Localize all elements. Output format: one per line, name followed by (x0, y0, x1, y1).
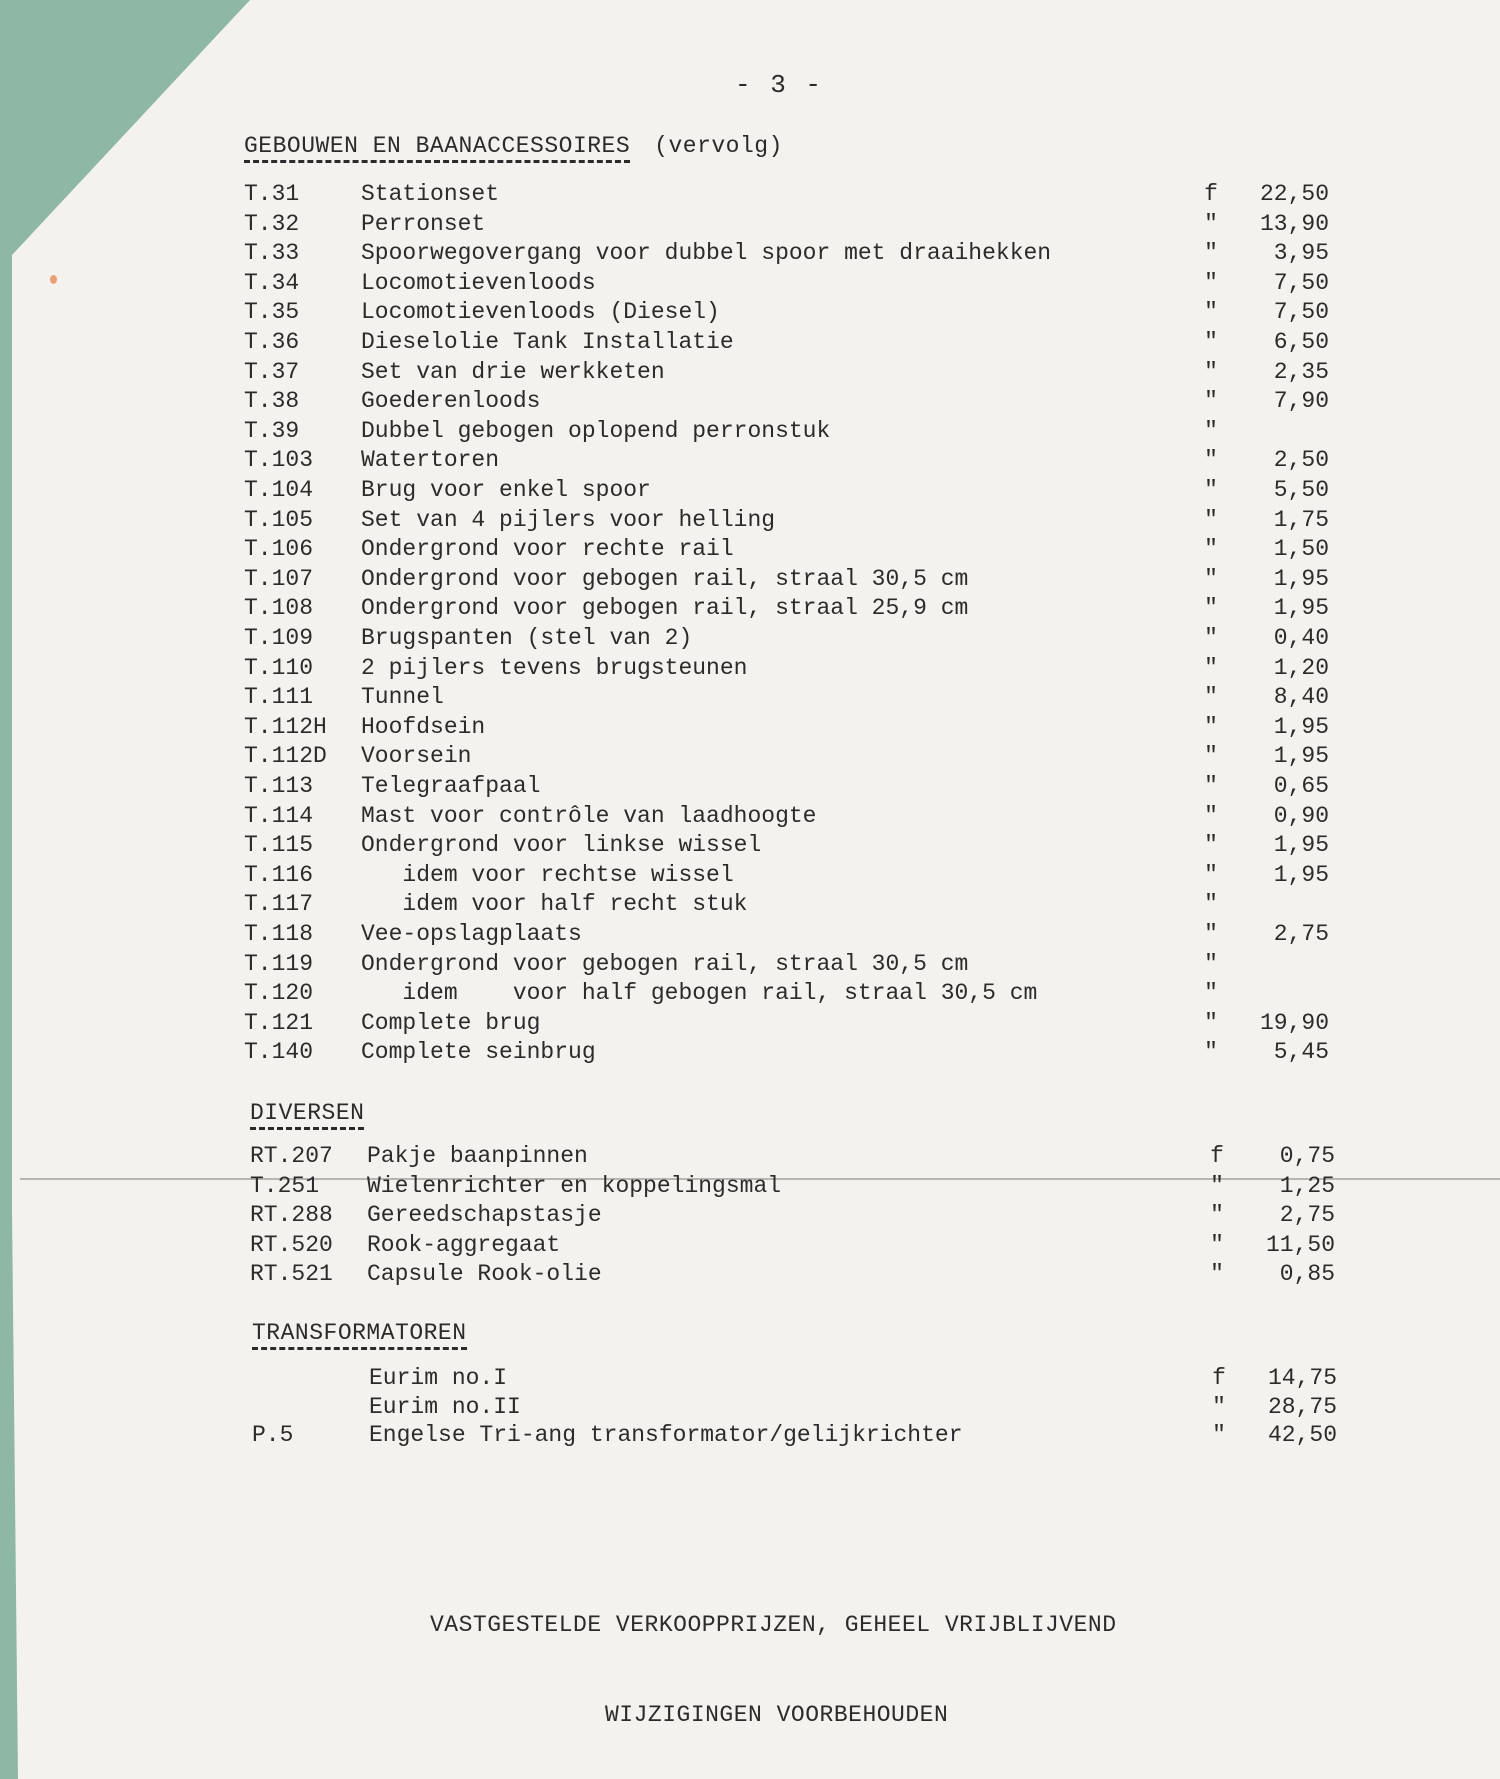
item-description: Ondergrond voor rechte rail (361, 536, 734, 563)
item-description: Hoofdsein (361, 713, 486, 740)
footer-line-changes: WIJZIGINGEN VOORBEHOUDEN (605, 1702, 949, 1728)
item-description: Wielenrichter en koppelingsmal (367, 1172, 782, 1199)
item-code: T.117 (244, 891, 314, 918)
currency-mark: " (1204, 565, 1218, 592)
item-price: 0,65 (1273, 773, 1329, 799)
item-description: Goederenloods (361, 388, 541, 415)
item-price: 0,85 (1279, 1261, 1335, 1288)
section-heading-buildings (244, 133, 783, 159)
item-code: T.38 (244, 388, 300, 415)
currency-mark: " (1204, 980, 1218, 1007)
item-description: Watertoren (361, 447, 500, 474)
item-price: 1,20 (1273, 654, 1329, 681)
footer-line-prices: VASTGESTELDE VERKOOPPRIJZEN, GEHEEL VRIJBLIJVEND (430, 1612, 1117, 1638)
item-description: Vee-opslagplaats (361, 921, 582, 947)
item-description: 2 pijlers tevens brugsteunen (361, 654, 748, 681)
item-price: 1,95 (1273, 713, 1329, 740)
item-code: T.105 (244, 506, 314, 533)
item-description: Perronset (361, 210, 486, 237)
item-price: 11,50 (1265, 1231, 1335, 1258)
currency-mark: f (1212, 1365, 1226, 1391)
item-price: 0,40 (1273, 625, 1329, 651)
currency-mark: " (1210, 1172, 1224, 1199)
section-title: GEBOUWEN EN BAANACCESSOIRES (244, 133, 630, 163)
section-title: TRANSFORMATOREN (252, 1320, 467, 1350)
item-code: T.112D (244, 743, 327, 770)
item-price: 2,35 (1273, 358, 1329, 385)
currency-mark: " (1210, 1261, 1224, 1288)
item-description: Tunnel (361, 684, 444, 711)
section-heading-transformers (252, 1320, 467, 1346)
currency-mark: " (1204, 417, 1218, 444)
item-description: idem voor half gebogen rail, straal 30,5 cm (361, 980, 1038, 1007)
item-description: Complete brug (361, 1009, 541, 1036)
item-description: Pakje baanpinnen (367, 1143, 588, 1169)
item-code: RT.288 (250, 1202, 333, 1229)
item-description: Rook-aggregaat (367, 1231, 561, 1258)
item-code: T.121 (244, 1009, 314, 1036)
item-code: T.104 (244, 477, 314, 503)
currency-mark: " (1210, 1202, 1224, 1229)
item-description: Brugspanten (stel van 2) (361, 625, 693, 651)
item-code: T.112H (244, 713, 327, 740)
currency-mark: " (1204, 713, 1218, 740)
currency-mark: " (1204, 388, 1218, 415)
item-code: T.107 (244, 565, 314, 592)
item-description: Eurim no.II (369, 1393, 521, 1420)
item-code: T.39 (244, 417, 300, 444)
currency-mark: " (1204, 358, 1218, 385)
item-price: 0,90 (1273, 802, 1329, 829)
currency-mark: " (1204, 447, 1218, 474)
item-description: Telegraafpaal (361, 773, 541, 799)
item-description: Dieselolie Tank Installatie (361, 329, 734, 355)
item-code: P.5 (252, 1422, 294, 1448)
ink-spot (50, 275, 57, 284)
item-description: Eurim no.I (369, 1365, 508, 1391)
currency-mark: " (1204, 773, 1218, 799)
currency-mark: " (1204, 891, 1218, 918)
currency-mark: " (1212, 1393, 1226, 1420)
item-code: T.114 (244, 802, 314, 829)
item-description: idem voor rechtse wissel (361, 861, 734, 888)
currency-mark: " (1204, 506, 1218, 533)
item-price: 42,50 (1267, 1422, 1337, 1448)
item-price: 1,95 (1273, 565, 1329, 592)
item-price: 8,40 (1273, 684, 1329, 711)
item-price: 1,95 (1273, 743, 1329, 770)
item-price: 0,75 (1279, 1143, 1335, 1169)
item-code: T.110 (244, 654, 314, 681)
item-description: Ondergrond voor linkse wissel (361, 832, 762, 859)
item-price: 13,90 (1259, 210, 1329, 237)
item-description: Spoorwegovergang voor dubbel spoor met draaihekken (361, 240, 1052, 267)
item-description: Brug voor enkel spoor (361, 477, 651, 503)
currency-mark: " (1204, 684, 1218, 711)
item-price: 2,75 (1273, 921, 1329, 947)
currency-mark: " (1204, 210, 1218, 237)
section-heading-misc (250, 1100, 364, 1126)
item-description: Dubbel gebogen oplopend perronstuk (361, 417, 831, 444)
currency-mark: " (1204, 269, 1218, 296)
currency-mark: " (1204, 1039, 1218, 1066)
item-code: T.113 (244, 773, 314, 799)
item-code: T.120 (244, 980, 314, 1007)
item-description: Set van 4 pijlers voor helling (361, 506, 776, 533)
currency-mark: " (1204, 743, 1218, 770)
item-price: 1,50 (1273, 536, 1329, 563)
item-code: T.103 (244, 447, 314, 474)
item-description: Gereedschapstasje (367, 1202, 602, 1229)
item-code: T.36 (244, 329, 300, 355)
item-code: T.118 (244, 921, 314, 947)
item-description: Complete seinbrug (361, 1039, 596, 1066)
item-price: 5,50 (1273, 477, 1329, 503)
item-description: Set van drie werkketen (361, 358, 665, 385)
item-description: Stationset (361, 181, 500, 207)
item-price: 7,90 (1273, 388, 1329, 415)
currency-mark: f (1204, 181, 1218, 207)
item-price: 7,50 (1273, 299, 1329, 326)
item-description: Capsule Rook-olie (367, 1261, 602, 1288)
item-code: T.251 (250, 1172, 320, 1199)
page-number: - 3 - (735, 70, 824, 100)
item-description: Voorsein (361, 743, 472, 770)
item-price: 1,95 (1273, 861, 1329, 888)
item-code: T.37 (244, 358, 300, 385)
item-code: T.109 (244, 625, 314, 651)
currency-mark: " (1210, 1231, 1224, 1258)
item-price: 3,95 (1273, 240, 1329, 267)
currency-mark: " (1212, 1422, 1226, 1448)
item-price: 1,75 (1273, 506, 1329, 533)
currency-mark: " (1204, 536, 1218, 563)
item-price: 1,25 (1279, 1172, 1335, 1199)
item-description: Engelse Tri-ang transformator/gelijkrichter (369, 1422, 963, 1448)
item-price: 19,90 (1259, 1009, 1329, 1036)
item-price: 2,50 (1273, 447, 1329, 474)
item-code: T.111 (244, 684, 314, 711)
section-note: (vervolg) (654, 133, 783, 159)
item-description: Ondergrond voor gebogen rail, straal 30,5 cm (361, 950, 969, 977)
currency-mark: " (1204, 921, 1218, 947)
item-code: T.33 (244, 240, 300, 267)
item-price: 6,50 (1273, 329, 1329, 355)
item-code: T.35 (244, 299, 300, 326)
item-code: T.32 (244, 210, 300, 237)
item-price: 1,95 (1273, 832, 1329, 859)
currency-mark: " (1204, 625, 1218, 651)
item-code: T.106 (244, 536, 314, 563)
section-title: DIVERSEN (250, 1100, 364, 1130)
item-price: 5,45 (1273, 1039, 1329, 1066)
item-code: RT.521 (250, 1261, 333, 1288)
item-code: T.34 (244, 269, 300, 296)
item-description: Locomotievenloods (Diesel) (361, 299, 720, 326)
currency-mark: " (1204, 950, 1218, 977)
item-description: Locomotievenloods (361, 269, 596, 296)
currency-mark: " (1204, 595, 1218, 622)
item-price: 2,75 (1279, 1202, 1335, 1229)
currency-mark: " (1204, 240, 1218, 267)
currency-mark: " (1204, 654, 1218, 681)
currency-mark: f (1210, 1143, 1224, 1169)
currency-mark: " (1204, 329, 1218, 355)
item-code: RT.207 (250, 1143, 333, 1169)
item-description: Ondergrond voor gebogen rail, straal 30,5 cm (361, 565, 969, 592)
currency-mark: " (1204, 299, 1218, 326)
item-price: 1,95 (1273, 595, 1329, 622)
item-price: 28,75 (1267, 1393, 1337, 1420)
item-description: idem voor half recht stuk (361, 891, 748, 918)
item-code: RT.520 (250, 1231, 333, 1258)
item-description: Mast voor contrôle van laadhoogte (361, 802, 817, 829)
item-price: 7,50 (1273, 269, 1329, 296)
item-price: 22,50 (1259, 181, 1329, 207)
item-code: T.108 (244, 595, 314, 622)
currency-mark: " (1204, 832, 1218, 859)
item-description: Ondergrond voor gebogen rail, straal 25,9 cm (361, 595, 969, 622)
item-code: T.116 (244, 861, 314, 888)
currency-mark: " (1204, 861, 1218, 888)
item-price: 14,75 (1267, 1365, 1337, 1391)
currency-mark: " (1204, 802, 1218, 829)
currency-mark: " (1204, 477, 1218, 503)
item-code: T.115 (244, 832, 314, 859)
item-code: T.119 (244, 950, 314, 977)
item-code: T.31 (244, 181, 300, 207)
item-code: T.140 (244, 1039, 314, 1066)
currency-mark: " (1204, 1009, 1218, 1036)
